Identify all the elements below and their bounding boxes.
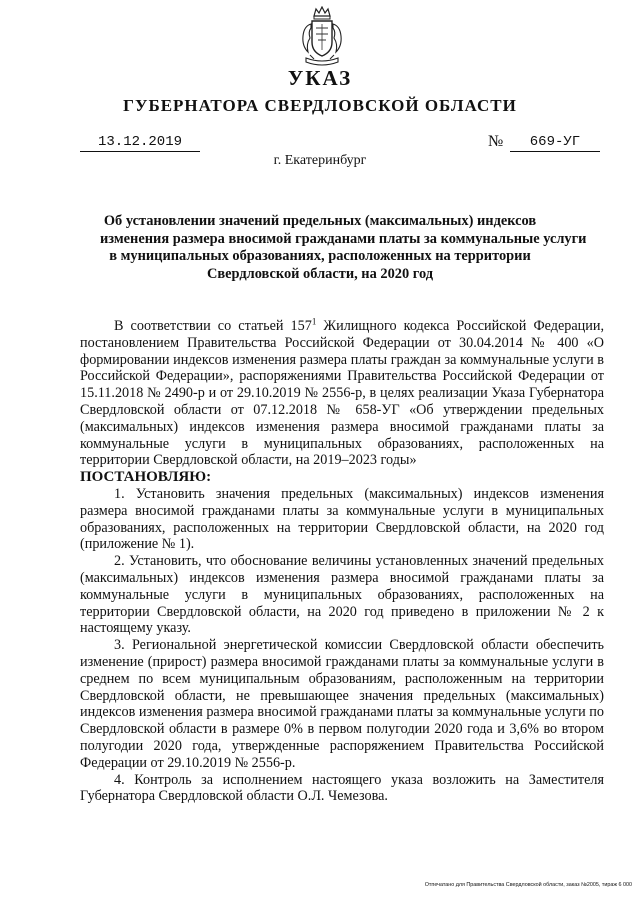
- heading-line: изменения размера вносимой гражданами платы за коммунальные услуги: [100, 230, 587, 247]
- article-superscript: 1: [311, 316, 317, 327]
- heading-line: Об установлении значений предельных (максимальных) индексов: [103, 213, 537, 229]
- decree-item-4: 4. Контроль за исполнением настоящего указа возложить на Заместителя Губернатора Свердловской области О.Л. Чемезова.: [80, 771, 604, 805]
- preamble-text-rest: Жилищного кодекса Российской Федерации, постановлением Правительства Российской Федерации от 30.04.2014 № 400 «О формировании индексов изменения размера платы граждан за коммунальные услуги в Российской Федерации», распоряжениями Правительства Российской Федерации от 15.11.2018 № 2490-р и от 29.10.2019 № 2556-р, в целях реализации Указа Губернатора Свердловской области от 07.12.2018 № 658-УГ «Об утверждении предельных (максимальных) индексов изменения размера вносимой гражданами платы за коммунальные услуги в муниципальных образованиях, расположенных на территории Свердловской области, на 2019–2023 годы»: [80, 318, 604, 469]
- decree-item-2: 2. Установить, что обоснование величины установленных значений предельных (максимальных) индексов изменения размера вносимой гражданами платы за коммунальные услуги в муниципальных образованиях, расположенных на территории Свердловской области, на 2020 год приведено в приложении № 2 к настоящему указу.: [80, 553, 604, 637]
- decree-date: 13.12.2019: [80, 134, 200, 152]
- decree-item-3: 3. Региональной энергетической комиссии Свердловской области обеспечить изменение (прирост) размера вносимой гражданами платы за коммунальные услуги в среднем по всем муниципальным образованиям, расположенным на территории Свердловской области, не превышающее значения предельных (максимальных) индексов изменения размера вносимой гражданами платы за коммунальные услуги по Свердловской области в размере 0% в первом полугодии 2020 года и 3,6% во втором полугодии 2020 года, утвержденные распоряжением Правительства Российской Федерации от 29.10.2019 № 2556-р.: [80, 637, 604, 771]
- preamble-text-start: В соответствии со статьей 157: [114, 318, 312, 334]
- print-footer: Отпечатано для Правительства Свердловской области, заказ №2005, тираж 6 000: [424, 882, 632, 888]
- preamble-paragraph: [80, 318, 604, 469]
- document-issuer: ГУБЕРНАТОРА СВЕРДЛОВСКОЙ ОБЛАСТИ: [123, 96, 517, 115]
- decree-item-1: 1. Установить значения предельных (максимальных) индексов изменения размера вносимой гражданами платы за коммунальные услуги в муниципальных образованиях, расположенных на территории Свердловской области, на 2020 год (приложение № 1).: [80, 485, 604, 553]
- decree-city: г. Екатеринбург: [273, 153, 367, 168]
- decree-body: [80, 318, 604, 805]
- document-title: УКАЗ: [287, 66, 353, 90]
- decree-number: 669-УГ: [510, 134, 600, 152]
- heading-line: Свердловской области, на 2020 год: [206, 265, 434, 282]
- coat-of-arms-emblem: [298, 6, 346, 68]
- decree-heading: [100, 213, 587, 283]
- decree-resolve-word: ПОСТАНОВЛЯЮ:: [80, 469, 212, 486]
- decree-number-label: №: [488, 133, 504, 150]
- heading-line: в муниципальных образованиях, расположенных на территории: [109, 248, 531, 264]
